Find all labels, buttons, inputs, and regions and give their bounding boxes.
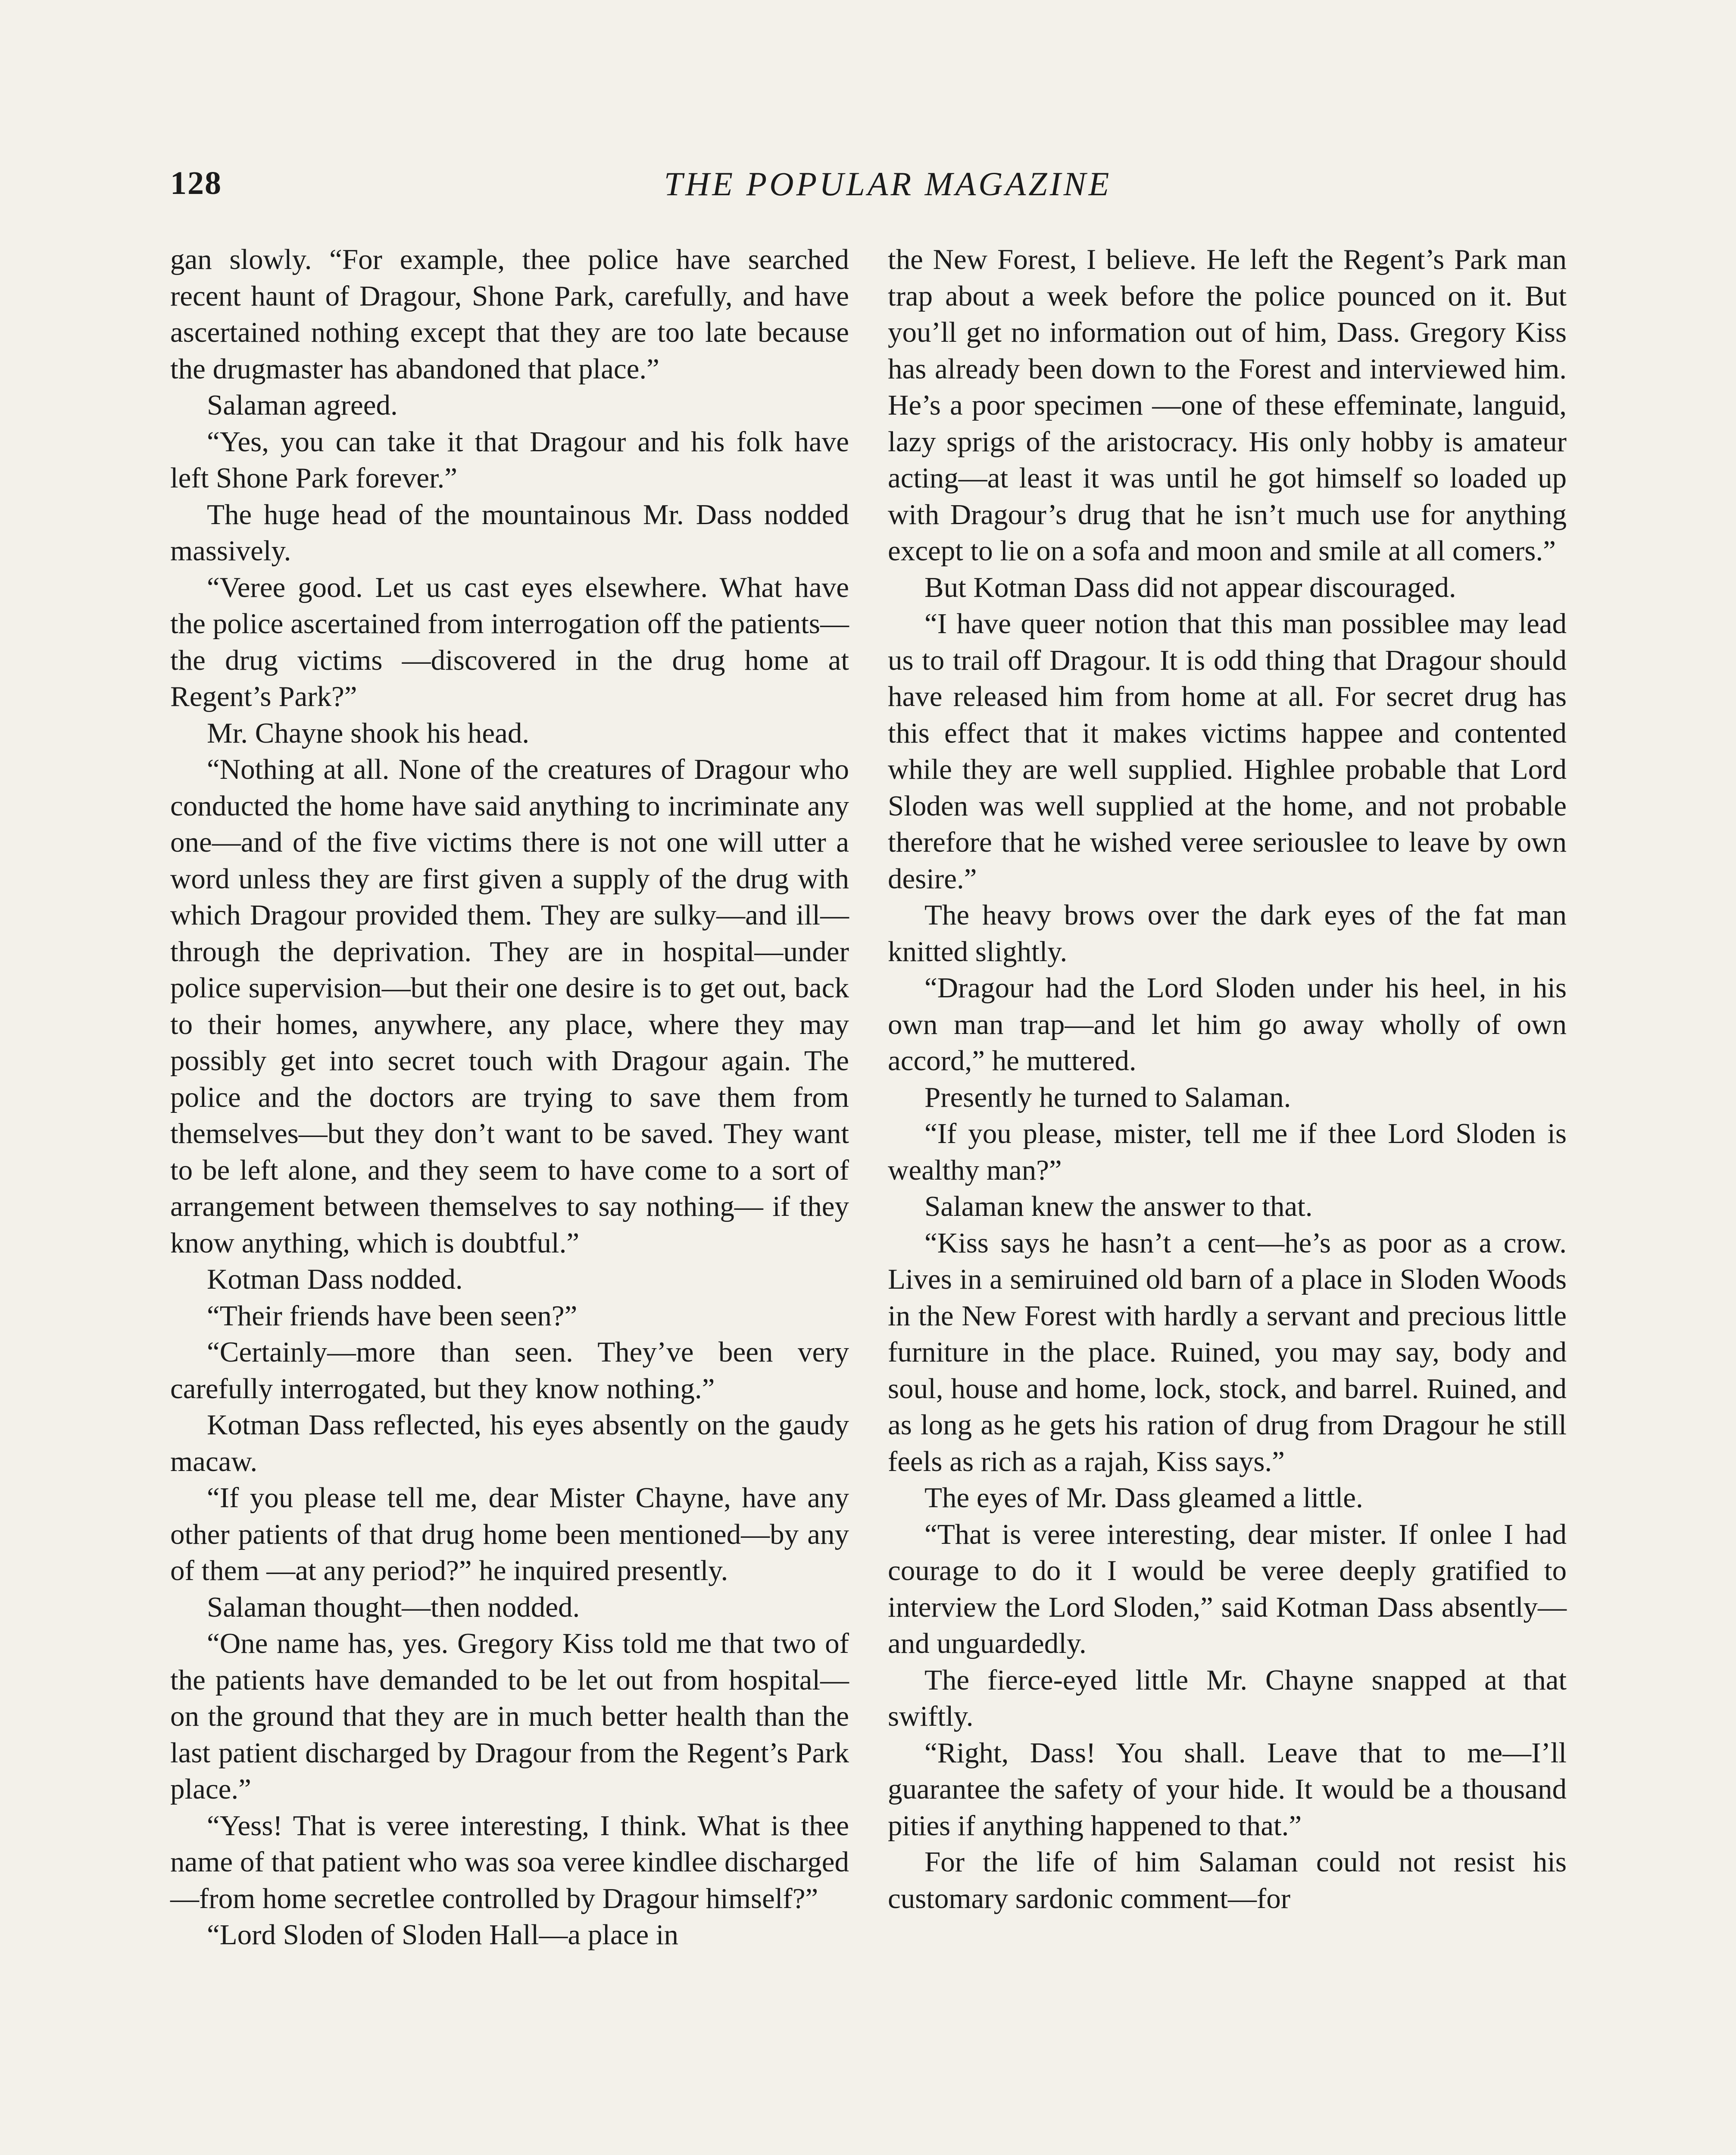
page-number: 128 xyxy=(170,165,222,201)
paragraph: The eyes of Mr. Dass gleamed a little. xyxy=(924,1482,1363,1514)
paragraph: “That is veree interesting, dear mister. If onlee I had courage to do it I would be veree deeply gratified to interview the Lord Sloden,” said Kotman Dass absently—and unguardedly. xyxy=(888,1518,1567,1659)
paragraph: “Kiss says he hasn’t a cent—he’s as poor as a crow. Lives in a semiruined old barn of a place in Sloden Woods in the New Forest with hardly a servant and precious little furniture in the place. Ruined, you may say, body and soul, house and home, lock, stock, and barrel. Ruined, and as long as he gets his ration of drug from Dragour he still feels as rich as a rajah, Kiss says.” xyxy=(888,1227,1567,1477)
paragraph: Salaman thought—then nodded. xyxy=(207,1591,580,1623)
paragraph: “Certainly—more than seen. They’ve been very carefully interrogated, but they know nothing.” xyxy=(170,1336,849,1405)
paragraph: Presently he turned to Salaman. xyxy=(924,1081,1291,1113)
left-column xyxy=(170,241,849,1953)
paragraph: “Yes, you can take it that Dragour and his folk have left Shone Park forever.” xyxy=(170,425,849,494)
paragraph: the New Forest, I believe. He left the Regent’s Park man trap about a week before the police pounced on it. But you’ll get no information out of him, Dass. Gregory Kiss has already been down to the Forest and interviewed him. He’s a poor specimen —one of these effeminate, languid, lazy sprigs of the aristocracy. His only hobby is amateur acting—at least it was until he got himself so loaded up with Dragour’s drug that he isn’t much use for anything except to lie on a sofa and moon and smile at all comers.” xyxy=(888,244,1567,567)
paragraph: Salaman agreed. xyxy=(207,389,398,421)
paragraph: For the life of him Salaman could not resist his customary sardonic comment—for xyxy=(888,1846,1567,1915)
paragraph: “If you please tell me, dear Mister Chayne, have any other patients of that drug home been mentioned—by any of them —at any period?” he inquired presently. xyxy=(170,1482,849,1587)
paragraph: “Yess! That is veree interesting, I think. What is thee name of that patient who was soa veree kindlee discharged—from home secretlee controlled by Dragour himself?” xyxy=(170,1809,849,1915)
paragraph: Kotman Dass nodded. xyxy=(207,1263,463,1295)
paragraph: But Kotman Dass did not appear discouraged. xyxy=(924,571,1456,603)
paragraph: “Right, Dass! You shall. Leave that to me—I’ll guarantee the safety of your hide. It would be a thousand pities if anything happened to that.” xyxy=(888,1736,1567,1842)
paragraph: The heavy brows over the dark eyes of the fat man knitted slightly. xyxy=(888,899,1567,968)
paragraph: “Lord Sloden of Sloden Hall—a place in xyxy=(207,1919,679,1951)
paragraph: Salaman knew the answer to that. xyxy=(924,1190,1313,1222)
paragraph: “Veree good. Let us cast eyes elsewhere. What have the police ascertained from interrogation off the patients—the drug victims —discovered in the drug home at Regent’s Park?” xyxy=(170,571,849,712)
paragraph: The fierce-eyed little Mr. Chayne snapped at that swiftly. xyxy=(888,1664,1567,1732)
paragraph: “If you please, mister, tell me if thee Lord Sloden is wealthy man?” xyxy=(888,1118,1567,1186)
running-title: THE POPULAR MAGAZINE xyxy=(664,165,1112,203)
paragraph: gan slowly. “For example, thee police have searched recent haunt of Dragour, Shone Park, carefully, and have ascertained nothing except that they are too late because the drugmaster has abandoned that place.” xyxy=(170,244,849,385)
page-header xyxy=(0,0,1736,216)
paragraph: The huge head of the mountainous Mr. Dass nodded massively. xyxy=(170,498,849,567)
paragraph: Mr. Chayne shook his head. xyxy=(207,717,530,749)
paragraph: Kotman Dass reflected, his eyes absently on the gaudy macaw. xyxy=(170,1409,849,1477)
right-column xyxy=(888,241,1567,1917)
paragraph: “Their friends have been seen?” xyxy=(207,1299,578,1332)
paragraph: “Nothing at all. None of the creatures of Dragour who conducted the home have said anything to incriminate any one—and of the five victims there is not one will utter a word unless they are first given a supply of the drug with which Dragour provided them. They are sulky—and ill—through the deprivation. They are in hospital—under police supervision—but their one desire is to get out, back to their homes, anywhere, any place, where they may possibly get into secret touch with Dragour again. The police and the doctors are trying to save them from themselves—but they don’t want to be saved. They want to be left alone, and they seem to have come to a sort of arrangement between themselves to say nothing— if they know anything, which is doubtful.” xyxy=(170,753,849,1259)
paragraph: “One name has, yes. Gregory Kiss told me that two of the patients have demanded to be let out from hospital—on the ground that they are in much better health than the last patient discharged by Dragour from the Regent’s Park place.” xyxy=(170,1627,849,1805)
paragraph: “Dragour had the Lord Sloden under his heel, in his own man trap—and let him go away wholly of own accord,” he muttered. xyxy=(888,972,1567,1077)
paragraph: “I have queer notion that this man possiblee may lead us to trail off Dragour. It is odd thing that Dragour should have released him from home at all. For secret drug has this effect that it makes victims happee and contented while they are well supplied. Highlee probable that Lord Sloden was well supplied at the home, and not probable therefore that he wished veree seriouslee to leave by own desire.” xyxy=(888,608,1567,895)
